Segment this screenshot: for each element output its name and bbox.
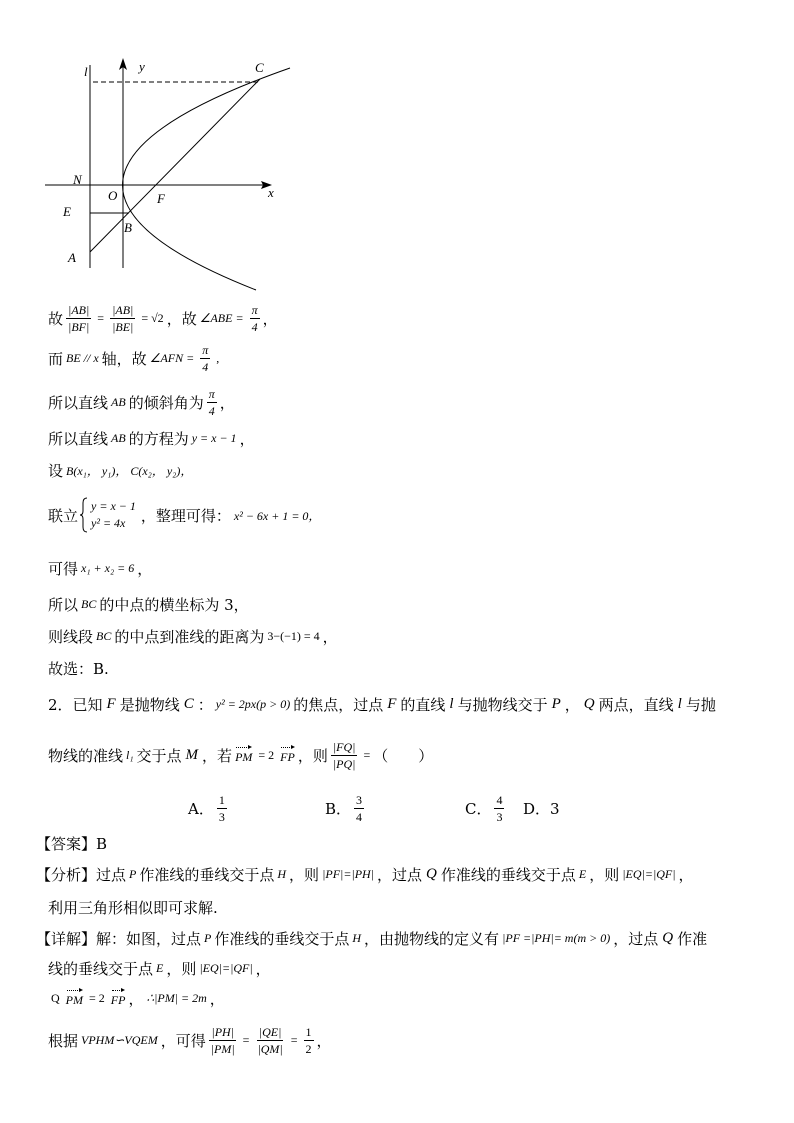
text: 交于点: [136, 746, 182, 765]
text: ，: [322, 627, 338, 646]
text: 故: [48, 309, 64, 328]
text: 物线的准线: [48, 746, 124, 765]
answer-line: [36, 833, 107, 853]
text: 的中点的横坐标为 3，: [99, 595, 249, 614]
text: ，则: [166, 959, 197, 978]
text: ，: [239, 429, 255, 448]
denominator: |PQ|: [332, 756, 356, 771]
var: H: [352, 930, 362, 945]
detail-line-2: [48, 958, 271, 978]
fraction: [494, 793, 504, 824]
var: F: [387, 695, 397, 712]
text: 故选：B.: [48, 659, 109, 678]
math: =: [97, 310, 105, 325]
numerator: 4: [496, 792, 503, 807]
text: 两点，直线: [598, 695, 674, 714]
math: B(x₁， y₁)， C(x₂， y₂)，: [66, 463, 193, 478]
math: |PF =|PH|= m(m > 0): [502, 930, 611, 945]
text: ，: [262, 309, 278, 328]
numerator: |QE|: [258, 1024, 282, 1039]
text: 的中点到准线的距离为: [114, 627, 265, 646]
text: 的倾斜角为: [128, 393, 204, 412]
text: 是抛物线: [119, 695, 180, 714]
math: = 2: [89, 990, 105, 1005]
math: |EQ|=|QF|: [199, 960, 253, 975]
math: y = x − 1: [191, 430, 237, 445]
math: = 2: [258, 747, 275, 762]
text: 而: [48, 349, 64, 368]
math: = √2: [141, 310, 164, 325]
answer: 【答案】B: [36, 834, 108, 853]
math: BC: [96, 628, 112, 643]
denominator: 3: [496, 809, 503, 824]
detail-line-1: [36, 928, 707, 948]
math: |EQ|=|QF|: [622, 866, 676, 881]
text: ，: [316, 1031, 332, 1050]
text: 的直线: [400, 695, 446, 714]
text: 则线段: [48, 627, 94, 646]
fraction: [255, 1025, 284, 1056]
brace-icon: [80, 497, 88, 533]
step-7: [48, 558, 152, 578]
question-2-line-1: [48, 694, 716, 714]
denominator: 2: [305, 1041, 312, 1056]
var: Q: [426, 865, 437, 882]
var: Q: [662, 929, 674, 946]
label-e: E: [63, 204, 71, 219]
text: 轴，故: [101, 349, 147, 368]
denominator: |BF|: [68, 319, 90, 334]
text: 设: [48, 461, 64, 480]
text: ，则: [289, 865, 320, 884]
detail-line-4: [48, 1022, 332, 1058]
analysis-line-2: [48, 897, 218, 917]
text: ，整理可得：: [140, 506, 231, 525]
step-8: [48, 594, 249, 614]
var: Q: [583, 695, 595, 712]
denominator: 4: [356, 809, 363, 824]
parabola-curve: [123, 68, 290, 290]
numerator: 3: [356, 792, 363, 807]
var: P: [204, 930, 212, 945]
step-1: [48, 300, 278, 336]
numerator: π: [208, 386, 215, 401]
fraction: [207, 387, 217, 418]
text: 所以: [48, 595, 79, 614]
numerator: |AB|: [68, 302, 90, 317]
math: x₁ + x₂ = 6: [81, 560, 135, 575]
fraction: [217, 793, 227, 824]
step-5: [48, 460, 195, 480]
text: 利用三角形相似即可求解.: [48, 898, 218, 917]
label-n: N: [73, 172, 82, 187]
math: ∠ABE =: [199, 310, 244, 325]
text: 的方程为: [128, 429, 189, 448]
text: ，: [137, 559, 153, 578]
text: ：: [197, 695, 213, 714]
question-2-line-2: [48, 737, 433, 773]
choice-label: D．3: [523, 799, 560, 818]
math: VPHM∽VQEM: [81, 1032, 158, 1047]
step-2: [48, 340, 222, 376]
choice-label: B．: [325, 799, 352, 818]
choice-d: [523, 790, 560, 826]
line-ac: [90, 79, 260, 252]
label-y: y: [139, 59, 145, 74]
label-a: A: [68, 250, 76, 265]
math: ∠AFN =: [149, 350, 195, 365]
var: M: [185, 746, 199, 763]
fraction: [66, 303, 91, 334]
var: E: [156, 960, 164, 975]
denominator: 4: [202, 359, 209, 374]
label-b: B: [124, 220, 132, 235]
text: ，则: [589, 865, 620, 884]
equation: y = x − 1: [91, 499, 136, 513]
text: ，: [219, 393, 235, 412]
text: ，: [678, 865, 694, 884]
detail-line-3: [48, 987, 225, 1009]
text: （ ）: [373, 746, 434, 765]
text: ，故: [166, 309, 197, 328]
text: ，: [564, 695, 580, 714]
text: 与抛物线交于: [457, 695, 548, 714]
denominator: 4: [208, 403, 215, 418]
label-c: C: [255, 60, 264, 75]
text: 所以直线: [48, 393, 109, 412]
math: |PF|=|PH|: [322, 866, 375, 881]
vector: PM: [235, 746, 252, 765]
vector: PM: [66, 989, 83, 1008]
math: =: [363, 747, 371, 762]
choice-a: [188, 790, 230, 826]
choice-label: C．: [465, 799, 492, 818]
text: ，可得: [160, 1031, 206, 1050]
text: 作准: [677, 929, 708, 948]
numerator: |AB|: [112, 302, 134, 317]
text: ，则: [297, 746, 328, 765]
analysis-line-1: [36, 864, 694, 884]
denominator: |BE|: [112, 319, 134, 334]
var: l: [677, 695, 682, 712]
fraction: [354, 793, 364, 824]
choice-c: [465, 790, 507, 826]
equation-rows: [88, 498, 139, 532]
var: C: [183, 695, 194, 712]
text: 作准线的垂线交于点: [214, 929, 350, 948]
label-l: l: [84, 64, 88, 79]
denominator: |PM|: [210, 1041, 235, 1056]
text: 所以直线: [48, 429, 109, 448]
text: ，由抛物线的定义有: [364, 929, 500, 948]
numerator: 1: [305, 1024, 312, 1039]
label-o: O: [108, 188, 118, 203]
step-4: [48, 428, 255, 448]
fraction: [200, 343, 210, 374]
text: 可得: [48, 559, 79, 578]
var: E: [578, 866, 587, 881]
text: 的焦点，过点: [293, 695, 384, 714]
math: AB: [111, 430, 126, 445]
vector: FP: [280, 746, 295, 765]
step-3: [48, 384, 235, 420]
var: H: [277, 866, 287, 881]
math: y² = 2px(p > 0): [215, 696, 291, 711]
fraction: [250, 303, 260, 334]
var: P: [551, 695, 561, 712]
math: ,: [216, 350, 220, 365]
numerator: |FQ|: [332, 739, 356, 754]
math: x² − 6x + 1 = 0，: [233, 508, 321, 523]
numerator: |PH|: [211, 1024, 234, 1039]
text: 【分析】过点: [36, 865, 127, 884]
text: ，过点: [377, 865, 423, 884]
text: ，: [128, 989, 144, 1008]
math: =: [242, 1032, 250, 1047]
choice-label: A．: [188, 799, 214, 818]
text: ，: [255, 959, 271, 978]
text: 线的垂线交于点: [48, 959, 154, 978]
var: F: [106, 695, 116, 712]
fraction: [209, 1025, 237, 1056]
math: BC: [81, 596, 97, 611]
numerator: π: [251, 302, 258, 317]
numerator: 1: [218, 792, 225, 807]
var: l₁: [126, 747, 134, 762]
step-6: [48, 495, 323, 535]
math: 3−(−1) = 4: [267, 628, 320, 643]
numerator: π: [202, 342, 209, 357]
text: 作准线的垂线交于点: [440, 865, 576, 884]
fraction: [331, 740, 358, 771]
fraction: [304, 1025, 314, 1056]
text: ，过点: [613, 929, 659, 948]
step-9: [48, 626, 338, 646]
text: 联立: [48, 506, 79, 525]
label-f: F: [157, 191, 165, 206]
text: ，: [209, 989, 225, 1008]
parabola-diagram: [0, 0, 310, 300]
math: Q: [51, 990, 60, 1005]
var: l: [449, 695, 454, 712]
math: =: [290, 1032, 298, 1047]
equation: y² = 4x: [91, 516, 126, 530]
text: 2．已知: [48, 695, 103, 714]
math: BE // x: [66, 350, 99, 365]
math: AB: [111, 394, 126, 409]
equation-system: [80, 497, 139, 533]
label-x: x: [268, 185, 274, 200]
text: 根据: [48, 1031, 79, 1050]
denominator: 4: [251, 319, 258, 334]
denominator: 3: [218, 809, 225, 824]
step-10: [48, 658, 109, 678]
text: 与抛: [685, 695, 716, 714]
choice-b: [325, 790, 367, 826]
math: ∴|PM| = 2m: [146, 990, 207, 1005]
var: P: [129, 866, 137, 881]
text: 作准线的垂线交于点: [139, 865, 275, 884]
text: ，若: [202, 746, 233, 765]
vector: FP: [111, 989, 126, 1008]
fraction: [110, 303, 135, 334]
text: 【详解】解：如图，过点: [36, 929, 202, 948]
denominator: |QM|: [257, 1041, 283, 1056]
